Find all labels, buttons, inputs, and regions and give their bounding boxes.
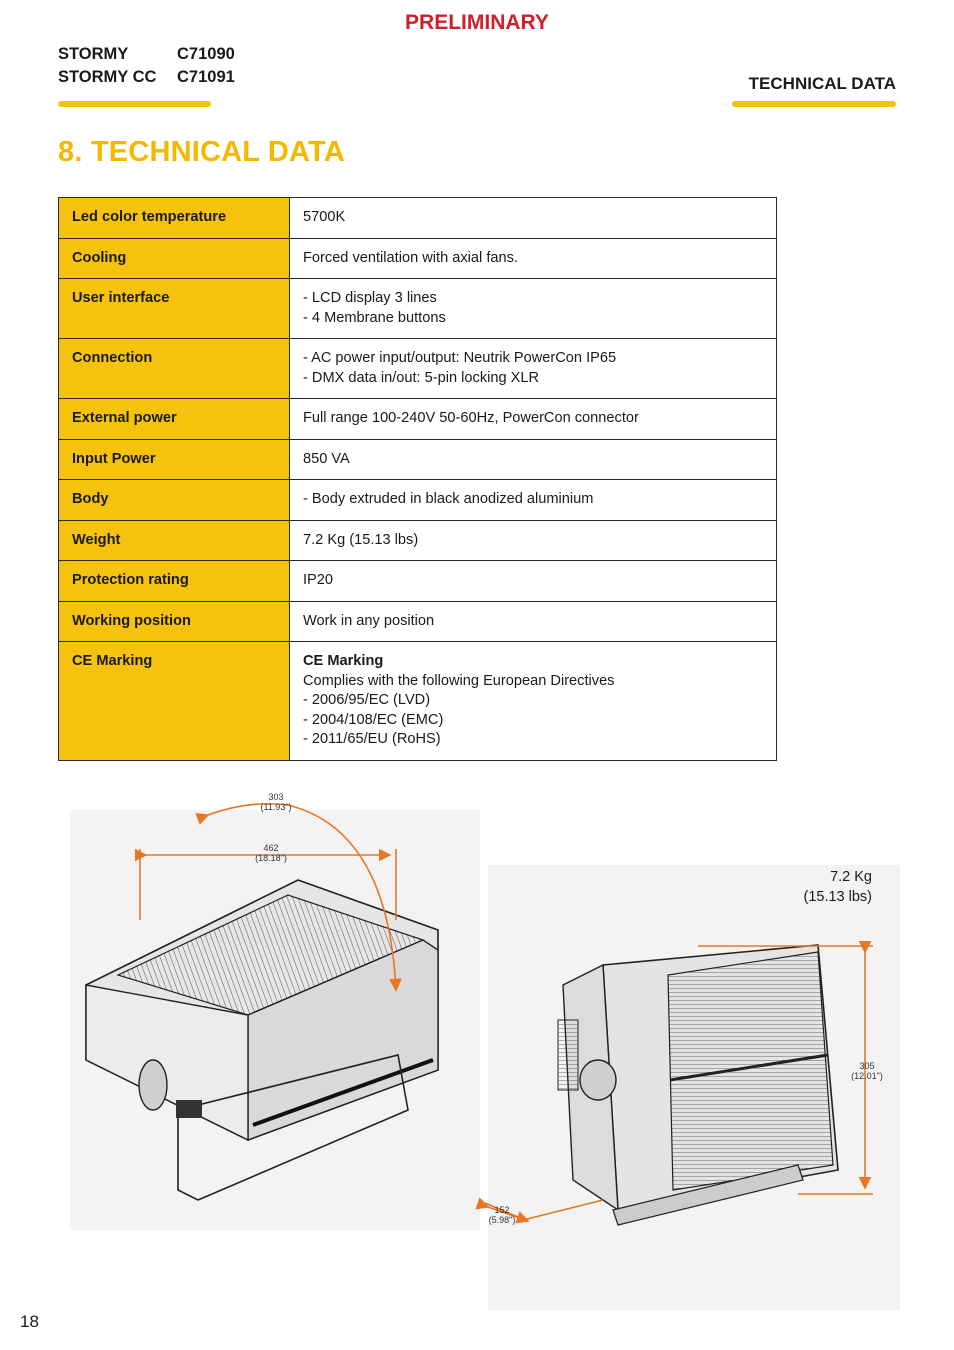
model-row	[58, 66, 235, 89]
spec-value	[290, 439, 777, 480]
section-accent-bar	[732, 101, 896, 107]
model-name: STORMY	[58, 45, 129, 63]
header-accent-bar	[58, 101, 211, 107]
tilt-dimension-mm: 303	[268, 792, 284, 802]
spec-row	[59, 439, 777, 480]
spec-value-line: Forced ventilation with axial fans.	[303, 249, 518, 266]
weight-kg: 7.2 Kg	[830, 869, 872, 885]
depth-dimension-in: (5.98")	[488, 1215, 516, 1225]
model-row	[58, 43, 235, 66]
height-dimension-mm: 305	[859, 1061, 875, 1071]
spec-table	[58, 197, 777, 761]
depth-dimension-label	[478, 1205, 526, 1225]
spec-label: Cooling	[59, 238, 290, 279]
page-title: 8. TECHNICAL DATA	[58, 136, 345, 168]
width-dimension-mm: 462	[263, 843, 279, 853]
spec-row	[59, 480, 777, 521]
spec-value	[290, 520, 777, 561]
product-dimension-drawing	[58, 780, 904, 1310]
spec-label: Connection	[59, 339, 290, 399]
spec-value	[290, 561, 777, 602]
spec-value-line: Complies with the following European Directives	[303, 672, 615, 689]
spec-value-line: - 4 Membrane buttons	[303, 309, 446, 326]
preliminary-label: PRELIMINARY	[405, 11, 549, 34]
spec-value	[290, 279, 777, 339]
height-dimension-in: (12.01")	[851, 1071, 883, 1081]
model-list	[58, 43, 235, 89]
weight-label	[780, 867, 872, 907]
width-dimension-in: (18.18")	[255, 853, 287, 863]
spec-value-line: - 2004/108/EC (EMC)	[303, 711, 444, 728]
spec-value-line: Work in any position	[303, 612, 435, 629]
spec-value	[290, 601, 777, 642]
side-perspective-view	[488, 865, 900, 1310]
spec-value-line: - LCD display 3 lines	[303, 290, 437, 306]
height-dimension-label	[843, 1061, 891, 1081]
spec-value	[290, 642, 777, 761]
spec-value-line: - DMX data in/out: 5-pin locking XLR	[303, 369, 540, 386]
spec-row	[59, 238, 777, 279]
spec-value	[290, 480, 777, 521]
spec-value-heading: CE Marking	[303, 653, 384, 669]
width-dimension-label	[247, 843, 295, 863]
spec-value-line: - AC power input/output: Neutrik PowerCon IP65	[303, 350, 617, 366]
spec-label: Led color temperature	[59, 198, 290, 239]
spec-row	[59, 601, 777, 642]
spec-value-line: - 2006/95/EC (LVD)	[303, 692, 431, 708]
tilt-dimension-label	[252, 792, 300, 812]
spec-label: Body	[59, 480, 290, 521]
spec-value-line: - Body extruded in black anodized aluminium	[303, 491, 594, 507]
spec-label: External power	[59, 399, 290, 440]
spec-value-line: IP20	[303, 572, 334, 588]
spec-row	[59, 642, 777, 761]
spec-row	[59, 279, 777, 339]
depth-dimension-mm: 152	[494, 1205, 510, 1215]
spec-row	[59, 198, 777, 239]
spec-label: Input Power	[59, 439, 290, 480]
spec-value	[290, 238, 777, 279]
spec-value	[290, 399, 777, 440]
spec-label: Weight	[59, 520, 290, 561]
model-code: C71090	[177, 45, 235, 63]
spec-row	[59, 339, 777, 399]
spec-label: Working position	[59, 601, 290, 642]
spec-value	[290, 198, 777, 239]
spec-value-line: 7.2 Kg (15.13 lbs)	[303, 531, 419, 548]
weight-lbs: (15.13 lbs)	[803, 889, 872, 905]
spec-row	[59, 561, 777, 602]
spec-value-line: Full range 100-240V 50-60Hz, PowerCon connector	[303, 410, 639, 426]
spec-label: Protection rating	[59, 561, 290, 602]
page-number: 18	[20, 1312, 39, 1331]
model-code: C71091	[177, 68, 235, 86]
model-name: STORMY CC	[58, 68, 157, 86]
spec-value-line: 850 VA	[303, 450, 350, 467]
spec-value	[290, 339, 777, 399]
spec-value-line: 5700K	[303, 209, 346, 225]
spec-label: User interface	[59, 279, 290, 339]
spec-value-line: - 2011/65/EU (RoHS)	[303, 731, 441, 747]
tilt-dimension-in: (11.93")	[260, 802, 292, 812]
spec-label: CE Marking	[59, 642, 290, 761]
front-perspective-view	[70, 810, 480, 1230]
spec-row	[59, 399, 777, 440]
section-label: TECHNICAL DATA	[748, 74, 896, 93]
spec-row	[59, 520, 777, 561]
